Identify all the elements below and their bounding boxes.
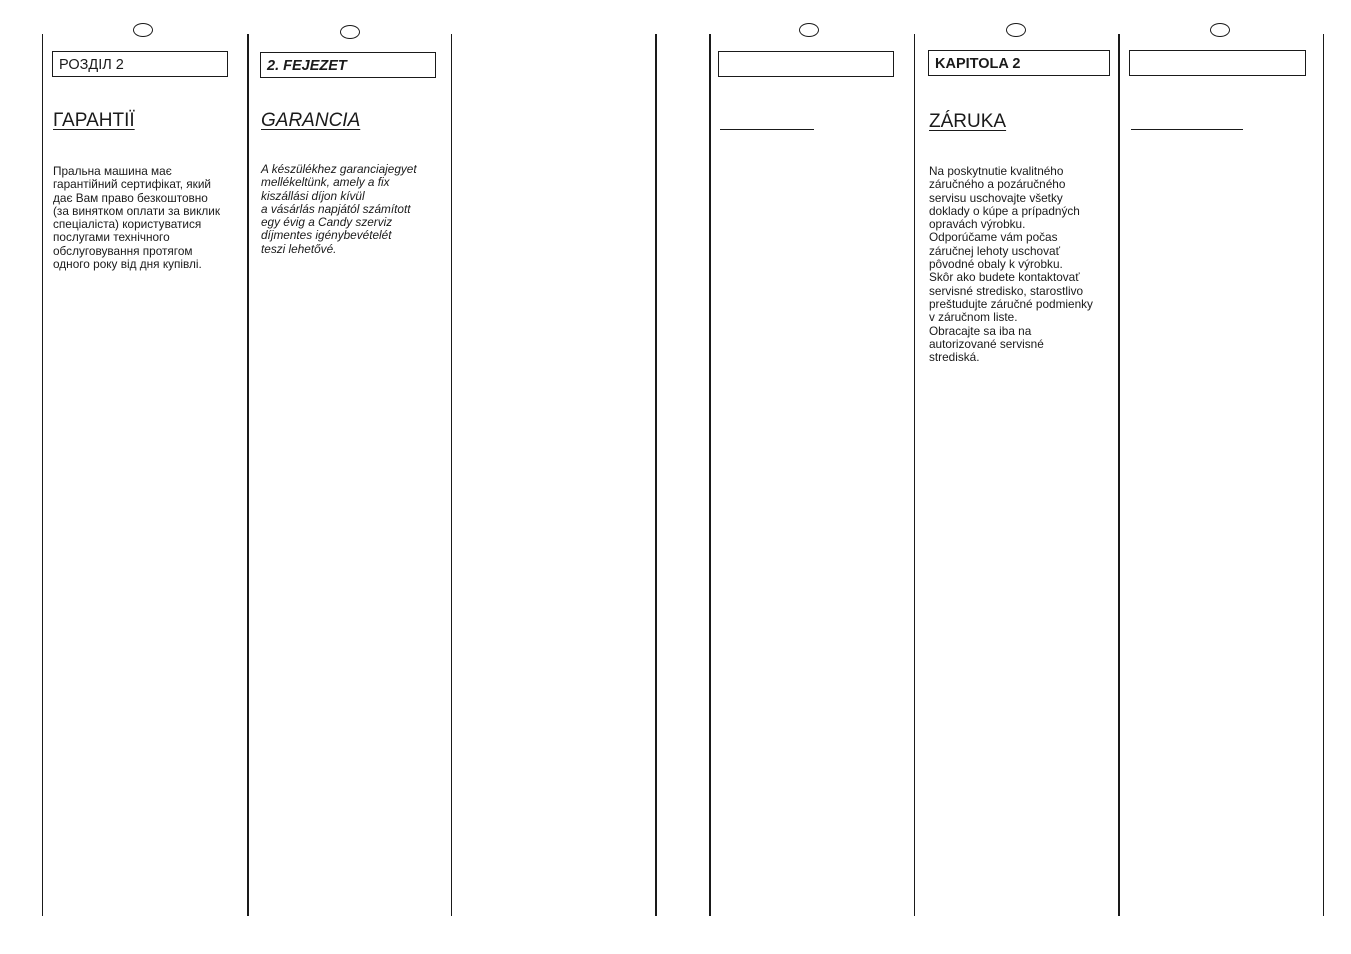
- section-body: Пральна машина має гарантійний сертифікат, який дає Вам право безкоштовно (за винятком оплати за виклик спеціаліста) користуватися послугами технічного обслуговування протягом одного року від дня купівлі.: [53, 164, 221, 272]
- column-rule: [655, 34, 657, 916]
- column-rule: [451, 34, 452, 916]
- section-body: A készülékhez garanciajegyet mellékeltünk, amely a fix kiszállási díjon kívül a vásárlás napjától számított egy évig a Candy szerviz díjmentes igénybevételét teszi lehetővé.: [261, 162, 417, 256]
- column-rule: [1323, 34, 1324, 916]
- language-marker-icon: [340, 25, 360, 39]
- section-heading: ZÁRUKA: [929, 111, 1007, 132]
- column-rule: [247, 34, 249, 916]
- column-rule: [42, 34, 43, 916]
- column-rule: [1118, 34, 1120, 916]
- column-rule: [914, 34, 915, 916]
- column-rule: [709, 34, 711, 916]
- chapter-label: [718, 51, 894, 77]
- language-marker-icon: [1006, 23, 1026, 37]
- section-heading: ГАРАНТІЇ: [53, 110, 135, 131]
- language-marker-icon: [799, 23, 819, 37]
- chapter-label: РОЗДІЛ 2: [52, 51, 228, 77]
- heading-underline: [1131, 129, 1243, 130]
- chapter-label: 2. FEJEZET: [260, 52, 436, 78]
- language-marker-icon: [133, 23, 153, 37]
- chapter-label: [1129, 50, 1306, 76]
- section-heading: GARANCIA: [261, 110, 361, 131]
- heading-underline: [720, 129, 814, 130]
- language-marker-icon: [1210, 23, 1230, 37]
- chapter-label: KAPITOLA 2: [928, 50, 1110, 76]
- section-body: Na poskytnutie kvalitného záručného a pozáručného servisu uschovajte všetky doklady o kúpe a prípadných opravách výrobku. Odporúčame vám počas záručnej lehoty uschovať pôvodné obaly k výrobku. Skôr ako budete kontaktovať servisné stredisko, starostlivo preštudujte záručné podmienky v záručnom liste. Obracajte sa iba na autorizované servisné strediská.: [929, 164, 1093, 365]
